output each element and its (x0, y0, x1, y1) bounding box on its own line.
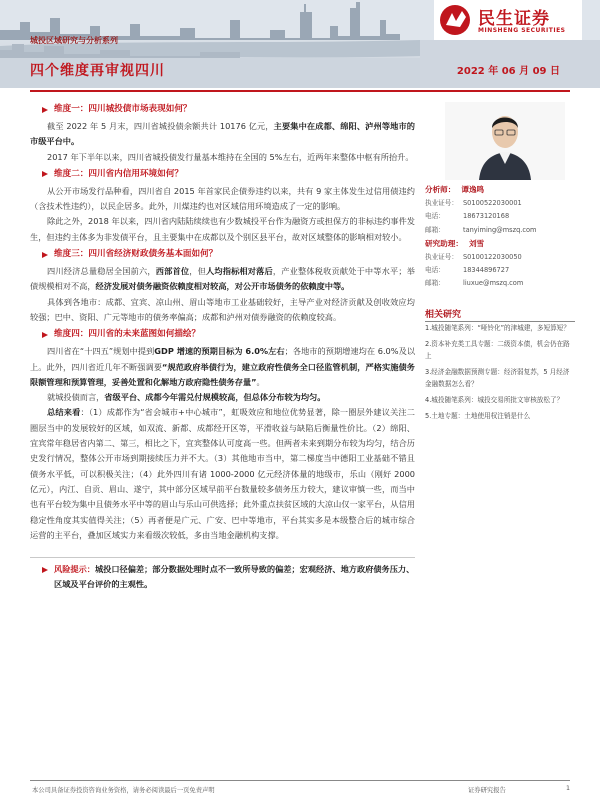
body-text: 就城投债而言， (47, 392, 105, 403)
analyst-contact-row (425, 277, 575, 290)
body-text: 从公开市场发行品种看，四川省自 2015 年首家民企债券违约以来，共有 9 家主体发生过信用债违约（含技术性违约），以民企居多。此外，川煤违约也对区域信用环境造成了一定的影响。 (30, 185, 415, 212)
body-text: 除此之外，2018 年以来，四川省内陆陆续续也有少数城投平台作为融资方或担保方的非标违约事件发生，但违约主体多为非发债平台，且主要集中在成都以及个别区县平台，故对区域整体的影响相对较小。 (30, 216, 415, 242)
body-paragraph (30, 405, 415, 543)
triangle-bullet-icon (42, 252, 48, 258)
triangle-bullet-icon (42, 567, 48, 573)
risk-text-block (54, 562, 415, 593)
emphasis-text: 人均指标相对落后 (205, 266, 273, 277)
related-research-list (425, 322, 575, 425)
body-text: ，但 (189, 266, 206, 277)
body-paragraph (30, 344, 415, 390)
related-research-item[interactable]: 2.资本补充类工具专题：二级资本债，机会仍在路上 (425, 339, 570, 361)
section-heading (30, 101, 415, 118)
triangle-bullet-icon (42, 171, 48, 177)
contact-label: 邮箱： (425, 225, 445, 234)
section-heading (30, 326, 415, 343)
body-text: 截至 2022 年 5 月末，四川省城投债余额共计 10176 亿元， (47, 121, 274, 131)
report-title: 四个维度再审视四川 (30, 63, 165, 79)
contact-label: 电话： (425, 212, 445, 221)
contact-value: tanyiming@mszq.com (463, 225, 537, 234)
body-text: 具体到各地市：成都、宜宾、凉山州、眉山等地市工业基础较好，主导产业对经济贡献及创收效应均较强；巴中、资阳、广元等地市的债务率偏高；成都和泸州对债券融资的依赖度较高。 (30, 296, 415, 322)
analyst-photo (445, 102, 565, 180)
emphasis-text: “规范政府举债行为，建立政府性债务全口径监管机制，严格实施债务限额管理和预算管理，妥善处置和化解地方政府隐性债务存量” (30, 361, 415, 387)
body-paragraph (30, 295, 415, 326)
body-text: ，产业整体税收贡献处于中等水平；举债规模相对不高， (30, 266, 415, 292)
contact-label: 邮箱： (425, 279, 445, 288)
body-paragraph (30, 214, 415, 245)
section-heading-text: 维度一：四川城投债市场表现如何？ (54, 103, 192, 114)
footer-divider (30, 780, 570, 781)
analyst-role: 分析师： (425, 185, 456, 194)
report-body (30, 100, 415, 594)
body-paragraph (30, 264, 415, 295)
body-text: ；各地市的预期增速均在 6.0%及以上。此外，四川省近几年不断强调要 (30, 346, 416, 372)
analyst-contact-row (425, 264, 575, 277)
emphasis-text: 经济发展对债务融资依赖度相对较高，对公开市场债务的依赖度中等。 (95, 281, 350, 292)
contact-value: S0100122030050 (463, 253, 522, 262)
section-heading-text: 维度二：四川省内信用环境如何？ (54, 168, 183, 179)
analyst-contact-row (425, 224, 575, 237)
analyst-info (425, 183, 575, 291)
logo-english-text: MINSHENG SECURITIES (478, 27, 566, 34)
related-research-item[interactable]: 1.城投随笔系列：“哑铃化”的津城建，多短算短？ (425, 324, 570, 332)
contact-label: 执业证号： (425, 253, 458, 262)
emphasis-text: GDP 增速的预期目标为 6.0%左右 (154, 346, 285, 357)
contact-value: 18673120168 (463, 212, 510, 221)
body-text: 四川经济总量稳居全国前六， (47, 266, 156, 277)
risk-warning (30, 557, 415, 593)
analyst-contact-row (425, 210, 575, 223)
page-number: 1 (566, 785, 571, 792)
section-heading-text: 维度三：四川省经济财政债务基本面如何？ (54, 248, 218, 259)
body-text: 。 (256, 376, 265, 387)
analyst-contact-row (425, 251, 575, 264)
header-divider (30, 90, 570, 92)
analyst-name: 谭逸鸣 (461, 185, 485, 194)
analyst-contact-row (425, 197, 575, 210)
section-heading (30, 166, 415, 183)
analyst-name: 刘雪 (468, 238, 485, 248)
emphasis-text: 省级平台、成都今年需兑付规模较高，但总体分布较为均匀。 (104, 392, 326, 403)
analyst-header (425, 237, 575, 251)
analyst-portrait-image (445, 102, 565, 180)
related-research-item[interactable]: 5.土地专题：土地使用权注销是什么 (425, 411, 531, 420)
contact-label: 电话： (425, 266, 445, 275)
contact-value: S0100522030001 (463, 199, 522, 208)
body-paragraph (30, 150, 415, 165)
footer-report-type: 证券研究报告 (468, 787, 506, 794)
emphasis-text: 总结来看 (47, 407, 81, 418)
contact-value: liuxue@mszq.com (463, 279, 524, 288)
body-paragraph (30, 119, 415, 150)
triangle-bullet-icon (42, 107, 48, 113)
triangle-bullet-icon (42, 332, 48, 338)
section-heading (30, 246, 415, 263)
related-research-item[interactable]: 3.经济金融数据预测专题：经济弱复苏，5 月经济金融数据怎么看？ (425, 367, 570, 389)
logo-chinese-text: 民生证券 (478, 9, 550, 29)
series-label: 城投区域研究与分析系列 (30, 36, 118, 45)
risk-text: 城投口径偏差；部分数据处理时点不一致所导致的偏差；宏观经济、地方政府债务压力、区域及平台评价的主观性。 (54, 564, 415, 590)
section-heading-text: 维度四：四川省的未来蓝图如何描绘？ (54, 329, 201, 340)
related-research-heading: 相关研究 (425, 307, 575, 322)
body-text: 四川省在“十四五”规划中提到 (47, 346, 155, 357)
company-logo (434, 0, 582, 40)
header-banner (0, 0, 600, 88)
related-research-item[interactable]: 4.城投随笔系列：城投交易所批文审核放松了？ (425, 395, 564, 404)
risk-label: 风险提示： (54, 564, 95, 575)
minsheng-logo-icon (438, 3, 474, 37)
contact-label: 执业证号： (425, 199, 458, 208)
body-paragraph (30, 184, 415, 215)
footer-disclaimer: 本公司具备证券投资咨询业务资格，请务必阅读最后一页免责声明 (32, 787, 215, 794)
body-paragraph (30, 390, 415, 405)
analyst-role: 研究助理： (425, 238, 463, 248)
contact-value: 18344896727 (463, 266, 510, 275)
analyst-header (425, 183, 575, 197)
emphasis-text: 主要集中在成都、绵阳、泸州等地市的市级平台中。 (30, 121, 415, 147)
body-text: ：（1）成都作为“省会城市+中心城市”，虹吸效应和地位优势显著，除一圈层外建议关注二圈层当中的发展较好的区域，如双流、新都、成都经开区等，平滑收益与缺陷后衡量性价比。（2）绵阳、宜宾常年稳居省内第二、第三，相比之下，宜宾整体认可度高一些。但两者未来到期分布较为均匀，结合历史发行情况，整体公开市场到期接续压力并不大。（3）其他地市当中，第二梯度当中德阳工业基础不错且债务水平低，可以积极关注；（4）此外四川有诸 1000-2000 亿元经济体量的地级市，乐山（刚好 2000 亿元），内江、自贡、眉山、遂宁，其中部分区域早前平台数量较多债务压力较大，建议审慎一些，而当中也有平台较为集中且债务水平中等的眉山与乐山可供选择；此外重点扶贫区域的大凉山仅一家平台，从信用稳定性角度其实值得关注；（5）再者便是广元、广安、巴中等地市，平台其实多是本级整合后的城市综合运营的主平台，叠加区域实力来看级次较低，多由当地金融机构支撑。 (30, 407, 415, 540)
emphasis-text: 西部首位 (155, 266, 190, 277)
body-text: 2017 年下半年以来，四川省城投债发行量基本维持在全国的 5%左右，近两年来整体中枢有所抬升。 (47, 151, 414, 162)
report-date: 2022 年 06 月 09 日 (456, 66, 560, 77)
